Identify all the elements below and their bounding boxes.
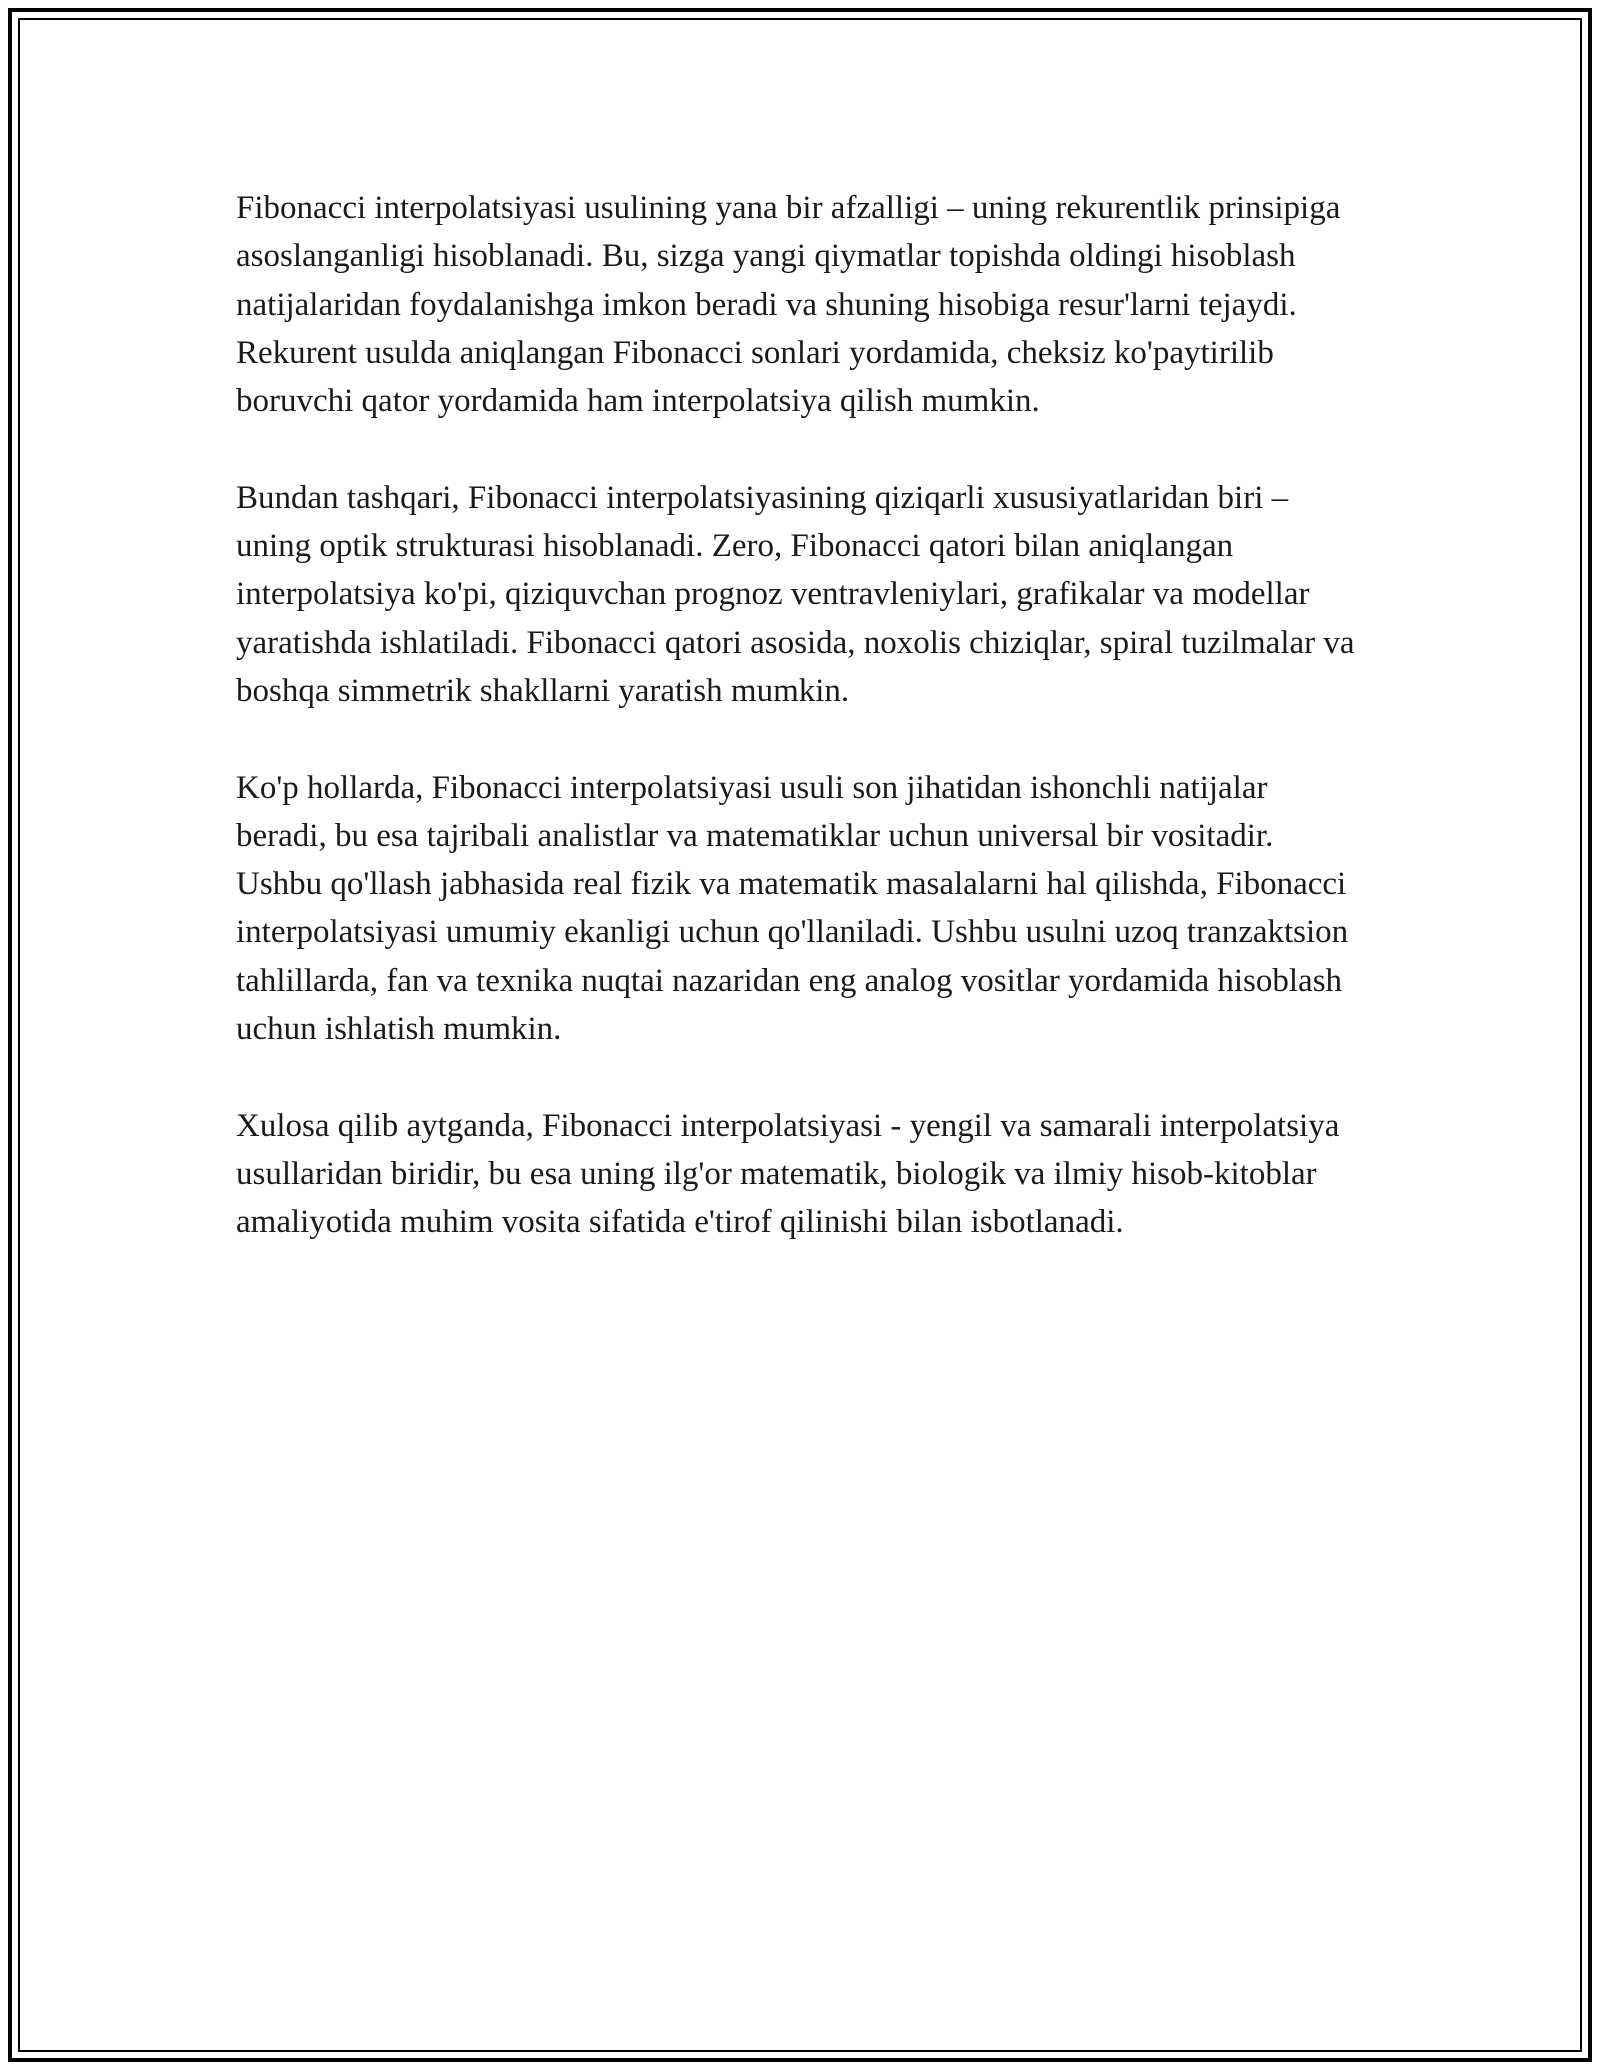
paragraph-1: Fibonacci interpolatsiyasi usulining yana bir afzalligi – uning rekurentlik prinsipiga asoslanganligi hisoblanadi. Bu, sizga yangi qiymatlar topishda oldingi hisoblash natijalaridan foydalanishga imkon beradi va shuning hisobiga resur'larni tejaydi. Rekurent usulda aniqlangan Fibonacci sonlari yordamida, cheksiz ko'paytirilib boruvchi qator yordamida ham interpolatsiya qilish mumkin. <box>236 190 1341 420</box>
paragraph-2: Bundan tashqari, Fibonacci interpolatsiyasining qiziqarli xususiyatlaridan biri – uning optik strukturasi hisoblanadi. Zero, Fibonacci qatori bilan aniqlangan interpolatsiya ko'pi, qiziquvchan prognoz ventravleniylari, grafikalar va modellar yaratishda ishlatiladi. Fibonacci qatori asosida, noxolis chiziqlar, spiral tuzilmalar va boshqa simmetrik shakllarni yaratish mumkin. <box>236 479 1355 709</box>
paragraph-3: Ko'p hollarda, Fibonacci interpolatsiyasi usuli son jihatidan ishonchli natijalar beradi, bu esa tajribali analistlar va matematiklar uchun universal bir vositadir. Ushbu qo'llash jabhasida real fizik va matematik masalalarni hal qilishda, Fibonacci interpolatsiyasi umumiy ekanligi uchun qo'llaniladi. Ushbu usulni uzoq tranzaktsion tahlillarda, fan va texnika nuqtai nazaridan eng analog vositlar yordamida hisoblash uchun ishlatish mumkin. <box>236 769 1349 1048</box>
document-body <box>236 184 1366 1295</box>
paragraph-4: Xulosa qilib aytganda, Fibonacci interpolatsiyasi - yengil va samarali interpolatsiya usullaridan biridir, bu esa uning ilg'or matematik, biologik va ilmiy hisob-kitoblar amaliyotida muhim vosita sifatida e'tirof qilinishi bilan isbotlanadi. <box>236 1107 1340 1241</box>
